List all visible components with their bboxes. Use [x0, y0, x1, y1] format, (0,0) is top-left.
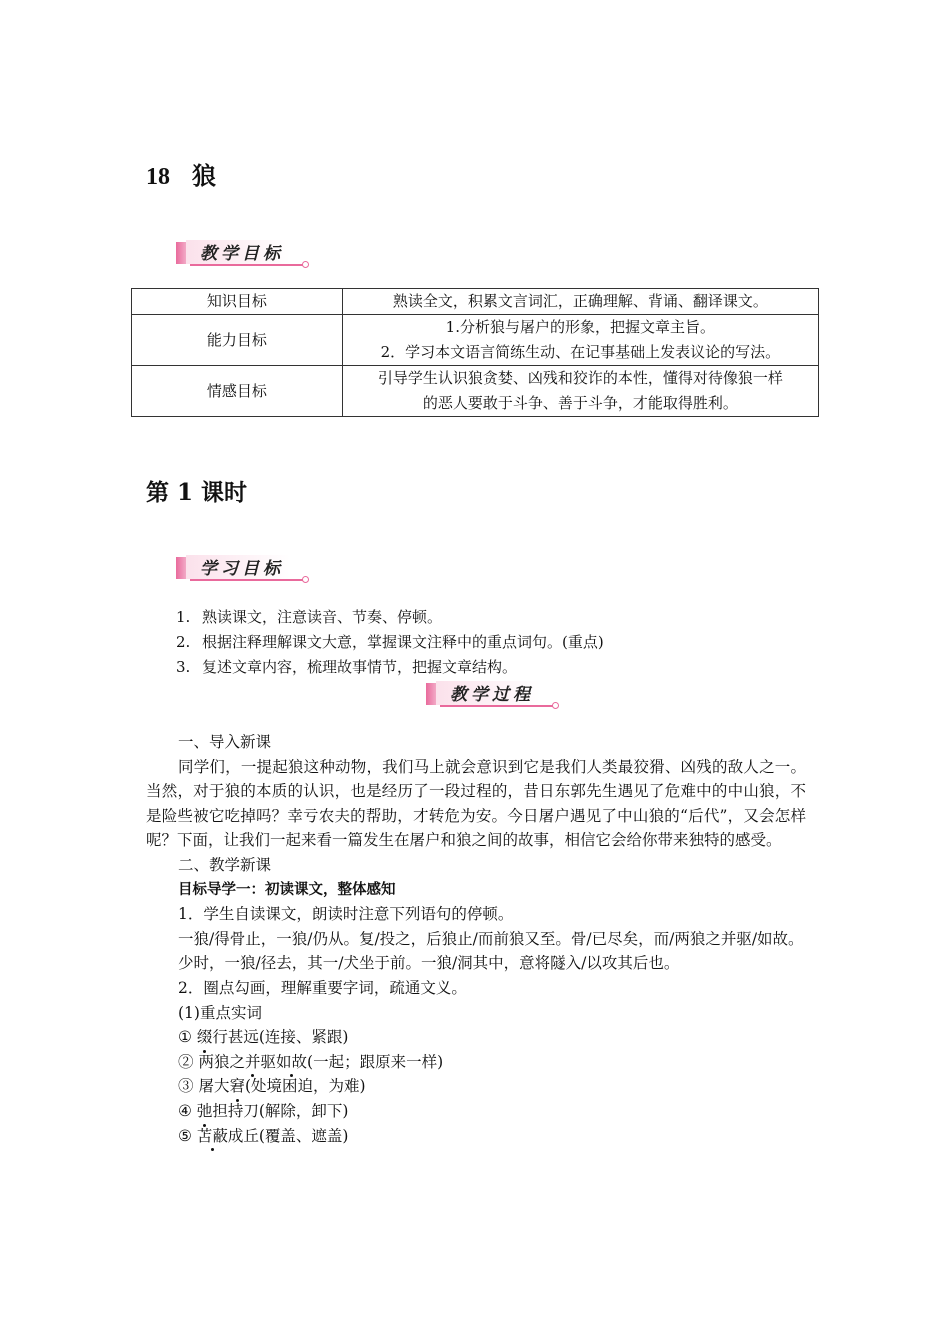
word-gloss: (处境困迫，为难) [244, 1077, 366, 1096]
page-title [146, 156, 216, 191]
goal-line: 熟读全文，积累文言词汇，正确理解、背诵、翻译课文。 [392, 292, 768, 310]
pause-sentence: 一狼/得骨止，一狼/仍从。复/投之，后狼止/而前狼又至。骨/已尽矣，而/两狼之并驱/如故。 [178, 929, 804, 948]
dotted-char: 窘 [229, 1074, 245, 1099]
learning-goals-list [176, 605, 604, 680]
list-item [176, 605, 604, 630]
goal-key: 能力目标 [132, 315, 343, 366]
item-number: 1. [176, 608, 191, 626]
title-number: 18 [146, 164, 170, 190]
goal-line: 引导学生认识狼贪婪、凶残和狡诈的本性，懂得对待像狼一样 [377, 369, 783, 387]
word-item [146, 1025, 806, 1050]
word-mark: ④ [178, 1101, 192, 1120]
goal-line: 的恶人要敢于斗争、善于斗争，才能取得胜利。 [422, 394, 738, 412]
teaching-process-banner [426, 677, 566, 711]
item-text: 复述文章内容，梳理故事情节，把握文章结构。 [202, 658, 518, 676]
guide-heading: 目标导学一：初读课文，整体感知 [178, 881, 396, 898]
step-text: 1．学生自读课文，朗读时注意下列语句的停顿。 [178, 905, 514, 924]
intro-paragraph: 同学们，一提起狼这种动物，我们马上就会意识到它是我们人类最狡猾、凶残的敌人之一。当然，对于狼的本质的认识，也是经历了一段过程的，昔日东郭先生遇见了危难中的中山狼，不是险些被它吃掉吗？幸亏农夫的帮助，才转危为安。今日屠户遇见了中山狼的“后代”，又会怎样呢？下面，让我们一起来看一篇发生在屠户和狼之间的故事，相信它会给你带来独特的感受。 [146, 757, 806, 850]
goals-table [131, 288, 819, 417]
word-item [146, 1099, 806, 1124]
word-mark: ③ [178, 1077, 194, 1096]
item-text: 根据注释理解课文大意，掌握课文注释中的重点词句。(重点) [202, 633, 604, 651]
word-text: 成丘 [227, 1126, 259, 1145]
learning-goals-banner [176, 551, 316, 585]
dotted-char: 如故 [276, 1050, 307, 1075]
sub-heading: (1)重点实词 [178, 1003, 262, 1022]
teaching-process-label: 教学过程 [450, 685, 534, 705]
word-text: 驱 [260, 1052, 276, 1071]
title-text: 狼 [192, 161, 216, 190]
goal-line: 2．学习本文语言简练生动、在记事基础上发表议论的写法。 [380, 343, 781, 361]
table-row [132, 366, 819, 417]
learning-goals-label: 学习目标 [200, 559, 284, 579]
word-text: 屠大 [198, 1077, 230, 1096]
teaching-goals-banner [176, 236, 316, 270]
dotted-char: 并 [245, 1050, 261, 1075]
teaching-goals-label: 教学目标 [200, 244, 284, 264]
goal-key: 知识目标 [132, 289, 343, 315]
word-gloss: (一起；跟原来一样) [307, 1052, 444, 1071]
word-gloss: (解除，卸下) [258, 1101, 349, 1120]
word-item [146, 1050, 806, 1075]
list-item [176, 630, 604, 655]
section-heading: 二、教学新课 [178, 855, 272, 874]
word-mark: ⑤ [178, 1126, 192, 1145]
process-body [146, 730, 806, 1148]
table-row [132, 289, 819, 315]
word-text: 两狼之 [198, 1052, 245, 1071]
section-heading: 一、导入新课 [178, 733, 272, 751]
word-gloss: (覆盖、遮盖) [258, 1126, 349, 1145]
word-text: 担持刀 [212, 1101, 259, 1120]
item-number: 3. [176, 658, 191, 676]
dotted-char: 弛 [197, 1099, 213, 1124]
item-number: 2. [176, 633, 191, 651]
word-mark: ② [178, 1052, 194, 1071]
pause-sentence: 少时，一狼/径去，其一/犬坐于前。一狼/洞其中，意将隧入/以攻其后也。 [178, 954, 680, 973]
item-text: 熟读课文，注意读音、节奏、停顿。 [202, 608, 443, 626]
goal-line: 1.分析狼与屠户的形象，把握文章主旨。 [445, 318, 715, 336]
goal-value [342, 289, 818, 315]
step-text: 2．圈点勾画，理解重要字词，疏通文义。 [178, 978, 467, 997]
word-mark: ① [178, 1028, 192, 1047]
word-item [146, 1074, 806, 1099]
goal-key: 情感目标 [132, 366, 343, 417]
word-text: 行甚远 [212, 1028, 259, 1047]
dotted-char: 苫蔽 [197, 1124, 228, 1149]
word-item [146, 1124, 806, 1149]
goal-value [342, 366, 818, 417]
lesson-title: 第 1 课时 [146, 479, 248, 506]
dotted-char: 缀 [197, 1025, 213, 1050]
table-row [132, 315, 819, 366]
goal-value [342, 315, 818, 366]
word-gloss: (连接、紧跟) [258, 1028, 349, 1047]
